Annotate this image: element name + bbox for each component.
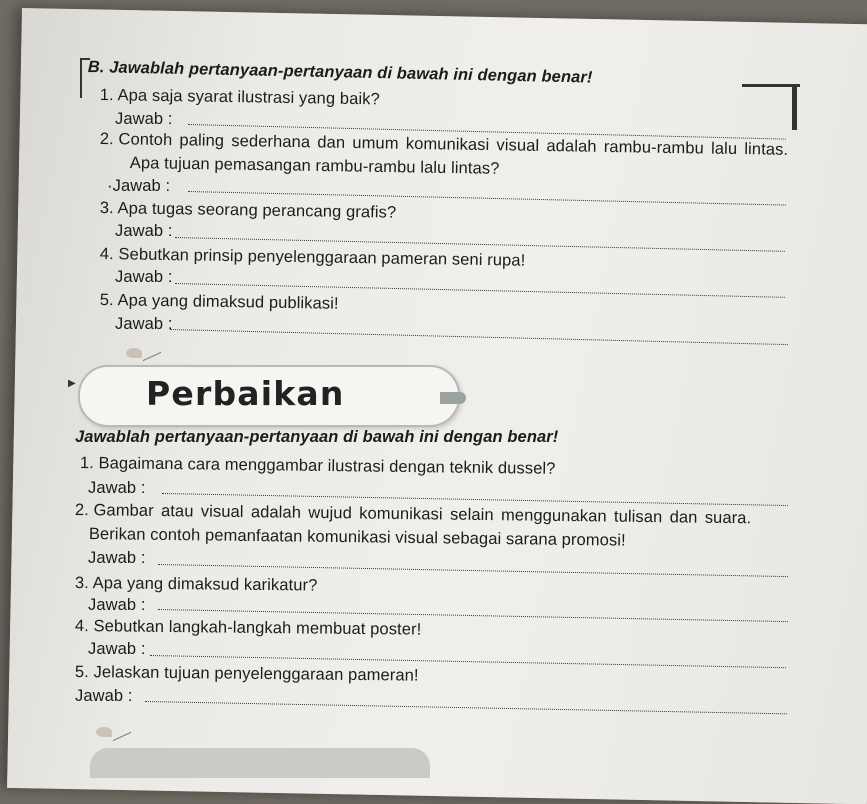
answer-label: Jawab : xyxy=(115,222,173,240)
answer-label: Jawab : xyxy=(115,110,173,128)
answer-label: Jawab : xyxy=(88,549,146,567)
question-text: Sebutkan prinsip penyelenggaraan pameran seni rupa! xyxy=(118,245,526,270)
perbaikan-q5 xyxy=(75,663,419,686)
question-text-cont: Apa tujuan pemasangan rambu-rambu lalu lintas? xyxy=(129,154,500,178)
question-text: Sebutkan langkah-langkah membuat poster! xyxy=(93,617,422,639)
question-number: 4. xyxy=(99,245,114,264)
triangle-icon: ▶ xyxy=(68,378,76,389)
question-number: 1. xyxy=(79,454,94,473)
perbaikan-q1 xyxy=(80,454,556,479)
corner-bar-decoration xyxy=(792,86,797,130)
answer-label: Jawab : xyxy=(115,315,173,333)
perbaikan-q2 xyxy=(75,501,752,528)
perbaikan-q4 xyxy=(75,617,422,640)
leaf-decoration xyxy=(126,348,142,358)
perbaikan-q3 xyxy=(75,574,318,596)
next-banner-edge xyxy=(90,748,430,778)
answer-label: Jawab : xyxy=(88,596,146,614)
question-text: Gambar atau visual adalah wujud komunikasi selain menggunakan tulisan dan suara. xyxy=(93,501,752,528)
answer-label: Jawab : xyxy=(75,687,133,705)
answer-line[interactable] xyxy=(145,701,787,714)
perbaikan-instruction: Jawablah pertanyaan-pertanyaan di bawah ini dengan benar! xyxy=(75,428,559,446)
question-text: Apa saja syarat ilustrasi yang baik? xyxy=(117,86,380,109)
question-number: 2. xyxy=(74,501,89,520)
question-text: Apa tugas seorang perancang grafis? xyxy=(117,199,397,222)
line-decoration xyxy=(143,352,162,361)
answer-line[interactable] xyxy=(170,329,788,345)
answer-label: Jawab : xyxy=(88,640,146,658)
question-number: 1. xyxy=(99,86,114,105)
question-text: Contoh paling sederhana dan umum komunikasi visual adalah rambu-rambu lalu lintas. xyxy=(118,130,789,159)
question-number: 5. xyxy=(99,291,114,310)
question-number: 3. xyxy=(74,574,89,593)
question-number: 4. xyxy=(74,617,89,636)
question-number: 3. xyxy=(99,199,114,218)
section-b-q4 xyxy=(100,245,526,271)
perbaikan-title: Perbaikan xyxy=(146,374,345,413)
question-number: 5. xyxy=(74,663,89,682)
question-text: Bagaimana cara menggambar ilustrasi dengan teknik dussel? xyxy=(98,454,556,478)
section-b-q5 xyxy=(100,291,339,314)
answer-label: Jawab : xyxy=(115,268,173,286)
question-number: 2. xyxy=(99,130,114,149)
section-b-q3 xyxy=(100,199,397,223)
question-text: Apa yang dimaksud publikasi! xyxy=(117,291,339,313)
question-text: Apa yang dimaksud karikatur? xyxy=(92,574,318,595)
line-decoration xyxy=(113,732,132,741)
answer-label: Jawab : xyxy=(88,479,146,497)
section-b-title: B. Jawablah pertanyaan-pertanyaan di bawah ini dengan benar! xyxy=(87,58,593,87)
leaf-decoration xyxy=(96,727,112,737)
section-b-q1 xyxy=(100,86,380,109)
question-text: Jelaskan tujuan penyelenggaraan pameran! xyxy=(93,663,419,685)
answer-label: ·Jawab : xyxy=(107,177,171,195)
banner-tail-decoration xyxy=(440,392,466,404)
question-text-cont: Berikan contoh pemanfaatan komunikasi visual sebagai sarana promosi! xyxy=(88,525,626,550)
